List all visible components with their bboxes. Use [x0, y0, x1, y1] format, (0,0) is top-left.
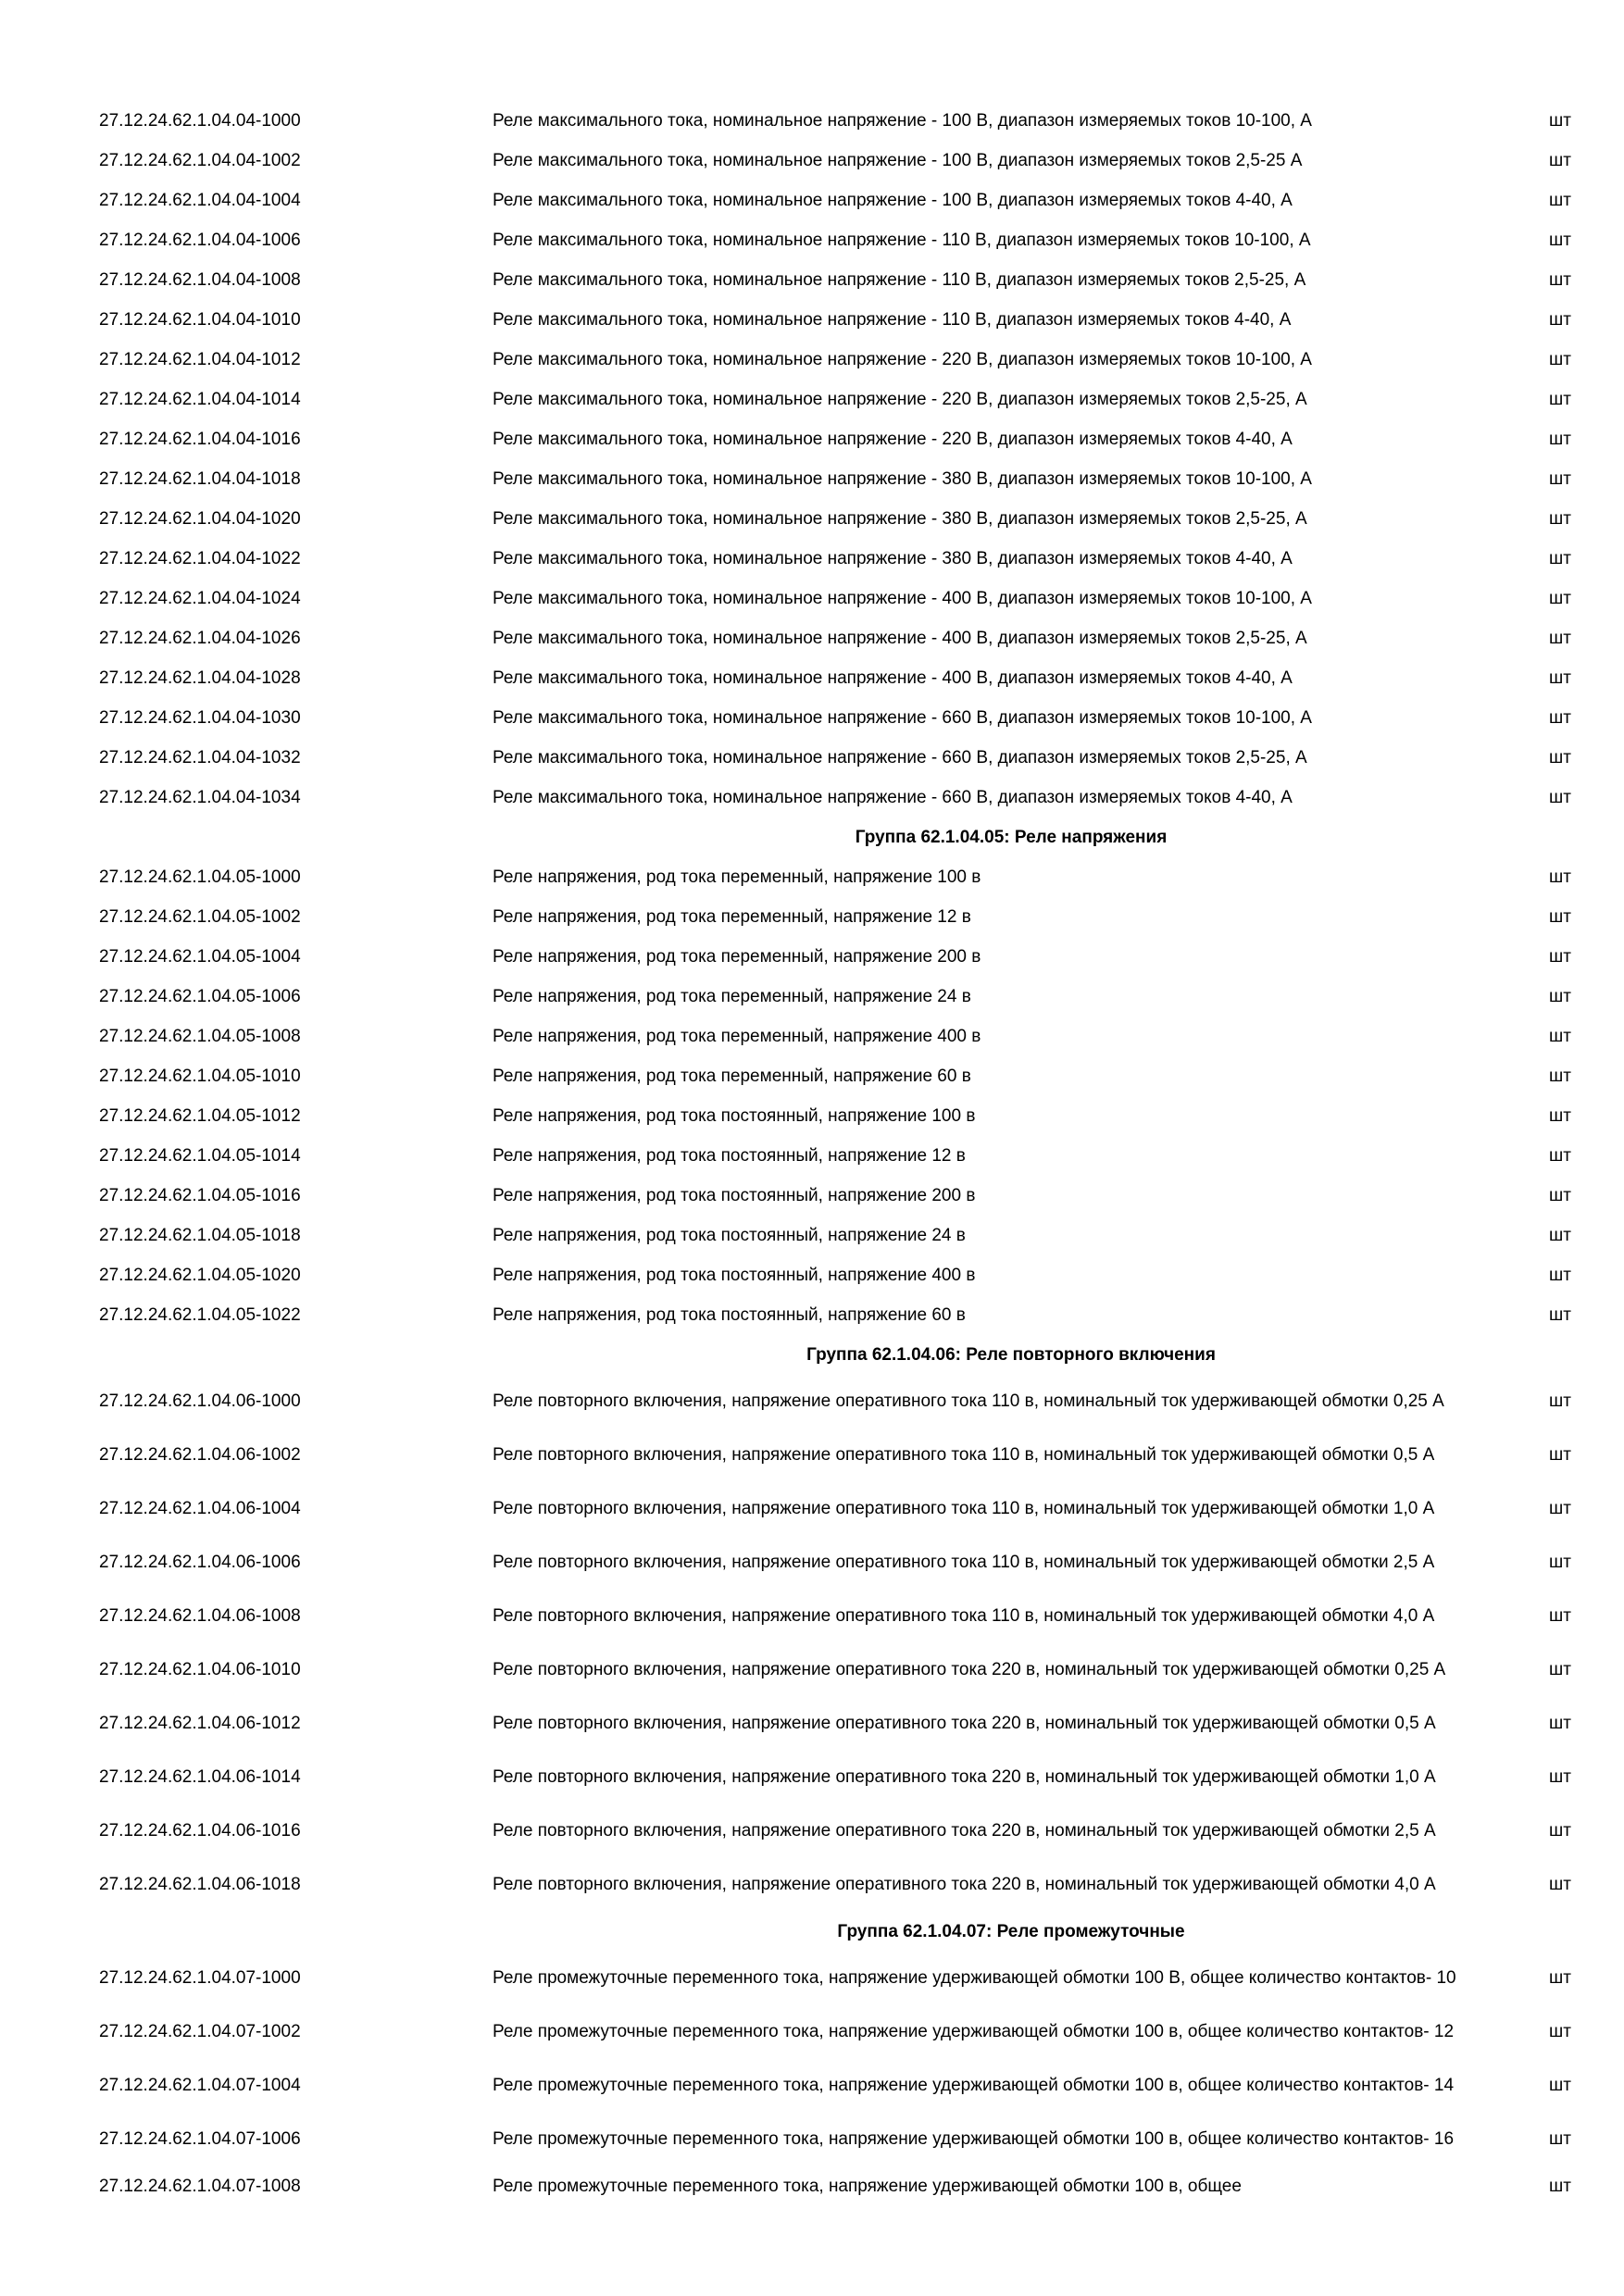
item-code: 27.12.24.62.1.04.06-1006 [99, 1553, 301, 1572]
item-code: 27.12.24.62.1.04.05-1016 [99, 1185, 301, 1205]
table-row [99, 340, 1571, 380]
item-code: 27.12.24.62.1.04.04-1024 [99, 588, 301, 608]
table-row [99, 698, 1571, 738]
table-row [99, 2166, 1571, 2206]
item-name: Реле максимального тока, номинальное напряжение - 660 В, диапазон измеряемых токов 2,5-25, А [493, 747, 1307, 767]
item-name: Реле напряжения, род тока постоянный, напряжение 400 в [493, 1265, 976, 1285]
price-list-table [99, 101, 1571, 2206]
item-name: Реле напряжения, род тока постоянный, напряжение 100 в [493, 1105, 976, 1126]
item-code: 27.12.24.62.1.04.05-1010 [99, 1066, 301, 1086]
item-unit: шт [1549, 906, 1571, 927]
table-row [99, 260, 1571, 300]
table-row [99, 1643, 1571, 1697]
item-name: Реле напряжения, род тока переменный, напряжение 24 в [493, 986, 971, 1006]
table-row [99, 937, 1571, 977]
item-code: 27.12.24.62.1.04.04-1016 [99, 429, 301, 449]
item-name: Реле максимального тока, номинальное напряжение - 380 В, диапазон измеряемых токов 2,5-25, А [493, 508, 1307, 529]
item-name: Реле напряжения, род тока постоянный, напряжение 200 в [493, 1185, 976, 1205]
item-code: 27.12.24.62.1.04.04-1034 [99, 787, 301, 807]
item-name: Реле повторного включения, напряжение оперативного тока 110 в, номинальный ток удерживающей обмотки 2,5 А [493, 1553, 1435, 1572]
item-unit: шт [1549, 190, 1571, 210]
item-unit: шт [1549, 468, 1571, 489]
item-name: Реле повторного включения, напряжение оперативного тока 220 в, номинальный ток удерживающей обмотки 0,25 А [493, 1660, 1446, 1679]
table-row [99, 459, 1571, 499]
item-unit: шт [1549, 150, 1571, 170]
table-row [99, 1176, 1571, 1216]
table-row [99, 1255, 1571, 1295]
table-row [99, 220, 1571, 260]
table-row [99, 499, 1571, 539]
item-code: 27.12.24.62.1.04.06-1014 [99, 1767, 301, 1787]
item-unit: шт [1549, 2022, 1571, 2041]
item-code: 27.12.24.62.1.04.06-1018 [99, 1875, 301, 1894]
item-code: 27.12.24.62.1.04.04-1028 [99, 668, 301, 688]
table-row [99, 539, 1571, 579]
item-unit: шт [1549, 1714, 1571, 1733]
table-row [99, 1536, 1571, 1590]
item-unit: шт [1549, 1767, 1571, 1787]
item-unit: шт [1549, 787, 1571, 807]
item-unit: шт [1549, 548, 1571, 568]
table-row [99, 778, 1571, 817]
item-code: 27.12.24.62.1.04.05-1004 [99, 946, 301, 967]
item-name: Реле повторного включения, напряжение оперативного тока 110 в, номинальный ток удерживающей обмотки 0,25 А [493, 1391, 1444, 1411]
table-row [99, 1952, 1571, 2005]
table-row [99, 181, 1571, 220]
item-name: Реле максимального тока, номинальное напряжение - 100 В, диапазон измеряемых токов 10-100, А [493, 110, 1312, 131]
item-code: 27.12.24.62.1.04.05-1018 [99, 1225, 301, 1245]
item-unit: шт [1549, 309, 1571, 330]
item-code: 27.12.24.62.1.04.07-1002 [99, 2022, 301, 2041]
item-code: 27.12.24.62.1.04.06-1010 [99, 1660, 301, 1679]
item-unit: шт [1549, 1304, 1571, 1325]
table-row [99, 1136, 1571, 1176]
item-unit: шт [1549, 946, 1571, 967]
item-name: Реле напряжения, род тока переменный, напряжение 100 в [493, 867, 981, 887]
table-row [99, 1056, 1571, 1096]
item-name: Реле промежуточные переменного тока, напряжение удерживающей обмотки 100 в, общее количество контактов- 16 [493, 2129, 1455, 2149]
table-row [99, 579, 1571, 618]
item-name: Реле напряжения, род тока постоянный, напряжение 24 в [493, 1225, 966, 1245]
group-heading: Группа 62.1.04.06: Реле повторного включения [806, 1344, 1216, 1365]
item-unit: шт [1549, 1499, 1571, 1518]
item-name: Реле максимального тока, номинальное напряжение - 110 В, диапазон измеряемых токов 2,5-25, А [493, 269, 1306, 290]
table-row [99, 141, 1571, 181]
item-code: 27.12.24.62.1.04.04-1020 [99, 508, 301, 529]
table-row [99, 738, 1571, 778]
item-code: 27.12.24.62.1.04.04-1012 [99, 349, 301, 369]
item-code: 27.12.24.62.1.04.05-1022 [99, 1304, 301, 1325]
item-code: 27.12.24.62.1.04.04-1010 [99, 309, 301, 330]
table-row [99, 419, 1571, 459]
item-unit: шт [1549, 2129, 1571, 2149]
item-code: 27.12.24.62.1.04.07-1008 [99, 2176, 301, 2196]
item-name: Реле максимального тока, номинальное напряжение - 400 В, диапазон измеряемых токов 4-40, А [493, 668, 1293, 688]
table-row [99, 300, 1571, 340]
item-code: 27.12.24.62.1.04.04-1000 [99, 110, 301, 131]
table-row [99, 1482, 1571, 1536]
item-code: 27.12.24.62.1.04.04-1018 [99, 468, 301, 489]
table-row [99, 897, 1571, 937]
table-row [99, 1096, 1571, 1136]
item-unit: шт [1549, 1265, 1571, 1285]
item-name: Реле максимального тока, номинальное напряжение - 400 В, диапазон измеряемых токов 2,5-25, А [493, 628, 1307, 648]
item-code: 27.12.24.62.1.04.07-1004 [99, 2076, 301, 2095]
item-unit: шт [1549, 747, 1571, 767]
table-row [99, 977, 1571, 1017]
item-name: Реле максимального тока, номинальное напряжение - 400 В, диапазон измеряемых токов 10-100, А [493, 588, 1312, 608]
item-unit: шт [1549, 1105, 1571, 1126]
item-code: 27.12.24.62.1.04.06-1012 [99, 1714, 301, 1733]
item-name: Реле промежуточные переменного тока, напряжение удерживающей обмотки 100 в, общее количество контактов- 14 [493, 2076, 1455, 2095]
item-unit: шт [1549, 588, 1571, 608]
item-name: Реле максимального тока, номинальное напряжение - 380 В, диапазон измеряемых токов 10-100, А [493, 468, 1312, 489]
item-name: Реле напряжения, род тока переменный, напряжение 200 в [493, 946, 981, 967]
item-name: Реле повторного включения, напряжение оперативного тока 220 в, номинальный ток удерживающей обмотки 1,0 А [493, 1767, 1436, 1787]
group-heading: Группа 62.1.04.07: Реле промежуточные [837, 1921, 1185, 1941]
item-unit: шт [1549, 1066, 1571, 1086]
item-unit: шт [1549, 1606, 1571, 1626]
table-row [99, 1375, 1571, 1429]
item-name: Реле промежуточные переменного тока, напряжение удерживающей обмотки 100 В, общее количество контактов- 10 [493, 1968, 1456, 1988]
item-code: 27.12.24.62.1.04.06-1016 [99, 1821, 301, 1841]
table-row [99, 101, 1571, 141]
item-code: 27.12.24.62.1.04.05-1008 [99, 1026, 301, 1046]
item-unit: шт [1549, 230, 1571, 250]
table-row [99, 857, 1571, 897]
table-row [99, 658, 1571, 698]
item-code: 27.12.24.62.1.04.05-1020 [99, 1265, 301, 1285]
item-code: 27.12.24.62.1.04.05-1000 [99, 867, 301, 887]
table-row [99, 1751, 1571, 1804]
item-name: Реле максимального тока, номинальное напряжение - 220 В, диапазон измеряемых токов 2,5-25, А [493, 389, 1307, 409]
item-name: Реле напряжения, род тока переменный, напряжение 400 в [493, 1026, 981, 1046]
item-unit: шт [1549, 508, 1571, 529]
item-name: Реле максимального тока, номинальное напряжение - 110 В, диапазон измеряемых токов 4-40, А [493, 309, 1292, 330]
table-row [99, 2005, 1571, 2059]
item-code: 27.12.24.62.1.04.04-1008 [99, 269, 301, 290]
item-name: Реле напряжения, род тока постоянный, напряжение 12 в [493, 1145, 966, 1166]
item-name: Реле повторного включения, напряжение оперативного тока 110 в, номинальный ток удерживающей обмотки 0,5 А [493, 1445, 1435, 1465]
table-row [99, 618, 1571, 658]
item-code: 27.12.24.62.1.04.05-1002 [99, 906, 301, 927]
item-code: 27.12.24.62.1.04.04-1004 [99, 190, 301, 210]
item-unit: шт [1549, 2176, 1571, 2196]
table-row [99, 1697, 1571, 1751]
item-unit: шт [1549, 628, 1571, 648]
item-name: Реле повторного включения, напряжение оперативного тока 220 в, номинальный ток удерживающей обмотки 2,5 А [493, 1821, 1436, 1841]
item-unit: шт [1549, 349, 1571, 369]
table-row [99, 2113, 1571, 2166]
item-code: 27.12.24.62.1.04.06-1002 [99, 1445, 301, 1465]
item-code: 27.12.24.62.1.04.04-1022 [99, 548, 301, 568]
item-unit: шт [1549, 110, 1571, 131]
item-unit: шт [1549, 2076, 1571, 2095]
item-unit: шт [1549, 1026, 1571, 1046]
item-code: 27.12.24.62.1.04.05-1014 [99, 1145, 301, 1166]
item-name: Реле повторного включения, напряжение оперативного тока 220 в, номинальный ток удерживающей обмотки 4,0 А [493, 1875, 1436, 1894]
item-code: 27.12.24.62.1.04.04-1006 [99, 230, 301, 250]
item-unit: шт [1549, 1391, 1571, 1411]
item-code: 27.12.24.62.1.04.07-1006 [99, 2129, 301, 2149]
table-row [99, 2059, 1571, 2113]
item-name: Реле повторного включения, напряжение оперативного тока 220 в, номинальный ток удерживающей обмотки 0,5 А [493, 1714, 1436, 1733]
item-code: 27.12.24.62.1.04.05-1012 [99, 1105, 301, 1126]
item-name: Реле напряжения, род тока переменный, напряжение 60 в [493, 1066, 971, 1086]
item-unit: шт [1549, 668, 1571, 688]
item-name: Реле максимального тока, номинальное напряжение - 660 В, диапазон измеряемых токов 4-40, А [493, 787, 1293, 807]
item-unit: шт [1549, 1660, 1571, 1679]
item-name: Реле промежуточные переменного тока, напряжение удерживающей обмотки 100 в, общее количество контактов- 12 [493, 2022, 1455, 2041]
item-name: Реле повторного включения, напряжение оперативного тока 110 в, номинальный ток удерживающей обмотки 1,0 А [493, 1499, 1435, 1518]
item-name: Реле максимального тока, номинальное напряжение - 100 В, диапазон измеряемых токов 2,5-25 А [493, 150, 1303, 170]
item-unit: шт [1549, 1225, 1571, 1245]
item-code: 27.12.24.62.1.04.06-1004 [99, 1499, 301, 1518]
item-code: 27.12.24.62.1.04.07-1000 [99, 1968, 301, 1988]
item-code: 27.12.24.62.1.04.04-1002 [99, 150, 301, 170]
item-code: 27.12.24.62.1.04.05-1006 [99, 986, 301, 1006]
item-unit: шт [1549, 269, 1571, 290]
table-row [99, 1858, 1571, 1912]
item-name: Реле промежуточные переменного тока, напряжение удерживающей обмотки 100 в, общее [493, 2176, 1242, 2196]
item-unit: шт [1549, 1445, 1571, 1465]
item-name: Реле максимального тока, номинальное напряжение - 220 В, диапазон измеряемых токов 4-40, А [493, 429, 1293, 449]
item-code: 27.12.24.62.1.04.04-1014 [99, 389, 301, 409]
table-row [99, 1295, 1571, 1335]
item-unit: шт [1549, 1185, 1571, 1205]
item-code: 27.12.24.62.1.04.06-1008 [99, 1606, 301, 1626]
table-row [99, 1017, 1571, 1056]
item-code: 27.12.24.62.1.04.06-1000 [99, 1391, 301, 1411]
item-name: Реле напряжения, род тока переменный, напряжение 12 в [493, 906, 971, 927]
item-unit: шт [1549, 1821, 1571, 1841]
item-unit: шт [1549, 1553, 1571, 1572]
table-row [99, 1429, 1571, 1482]
group-heading: Группа 62.1.04.05: Реле напряжения [855, 827, 1168, 847]
table-row [99, 1804, 1571, 1858]
table-row [99, 380, 1571, 419]
item-unit: шт [1549, 1875, 1571, 1894]
item-name: Реле максимального тока, номинальное напряжение - 660 В, диапазон измеряемых токов 10-100, А [493, 707, 1312, 728]
table-row [99, 1590, 1571, 1643]
item-name: Реле максимального тока, номинальное напряжение - 380 В, диапазон измеряемых токов 4-40, А [493, 548, 1293, 568]
item-name: Реле повторного включения, напряжение оперативного тока 110 в, номинальный ток удерживающей обмотки 4,0 А [493, 1606, 1435, 1626]
item-unit: шт [1549, 389, 1571, 409]
table-row [99, 1216, 1571, 1255]
item-unit: шт [1549, 1968, 1571, 1988]
item-code: 27.12.24.62.1.04.04-1026 [99, 628, 301, 648]
item-unit: шт [1549, 867, 1571, 887]
item-name: Реле максимального тока, номинальное напряжение - 110 В, диапазон измеряемых токов 10-100, А [493, 230, 1311, 250]
item-unit: шт [1549, 429, 1571, 449]
item-name: Реле максимального тока, номинальное напряжение - 100 В, диапазон измеряемых токов 4-40, А [493, 190, 1293, 210]
item-unit: шт [1549, 707, 1571, 728]
item-unit: шт [1549, 986, 1571, 1006]
item-code: 27.12.24.62.1.04.04-1032 [99, 747, 301, 767]
item-name: Реле максимального тока, номинальное напряжение - 220 В, диапазон измеряемых токов 10-100, А [493, 349, 1312, 369]
item-code: 27.12.24.62.1.04.04-1030 [99, 707, 301, 728]
item-name: Реле напряжения, род тока постоянный, напряжение 60 в [493, 1304, 966, 1325]
item-unit: шт [1549, 1145, 1571, 1166]
